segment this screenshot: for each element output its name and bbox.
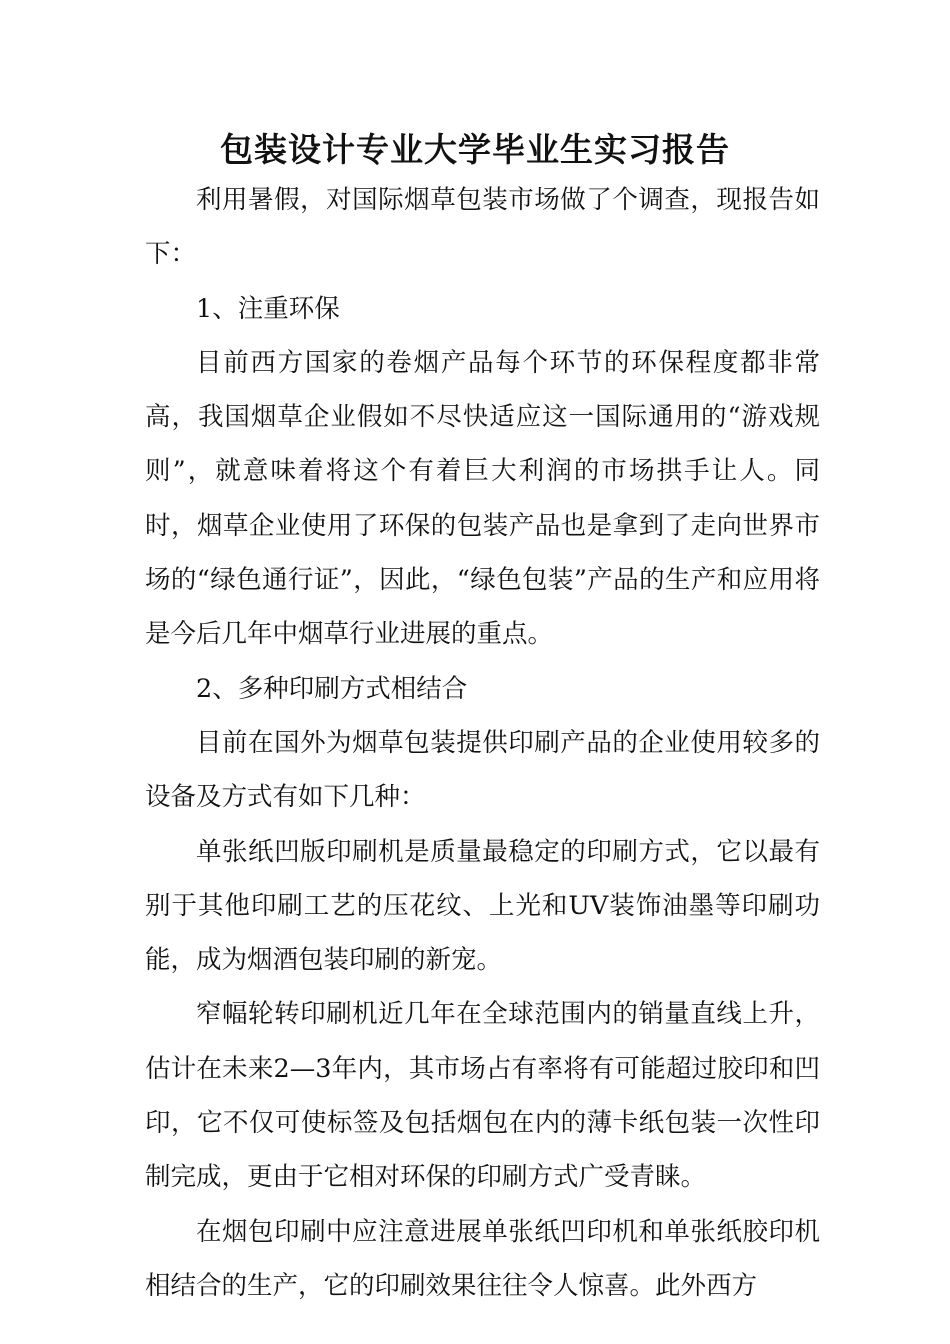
paragraph-printing-equipment: 目前在国外为烟草包装提供印刷产品的企业使用较多的设备及方式有如下几种：: [145, 727, 820, 813]
document-title: 包装设计专业大学毕业生实习报告: [220, 130, 730, 169]
heading-environmental-protection: 1、注重环保: [196, 293, 340, 324]
heading-printing-methods: 2、多种印刷方式相结合: [196, 673, 468, 704]
paragraph-gravure-printing: 单张纸凹版印刷机是质量最稳定的印刷方式，它以最有别于其他印刷工艺的压花纹、上光和UV装饰油墨等印刷功能，成为烟酒包装印刷的新宠。: [145, 836, 820, 976]
paragraph-environmental-protection: 目前西方国家的卷烟产品每个环节的环保程度都非常高，我国烟草企业假如不尽快适应这一国际通用的“游戏规则”，就意味着将这个有着巨大利润的市场拱手让人。同时，烟草企业使用了环保的包装产品也是拿到了走向世界市场的“绿色通行证”，因此，“绿色包装”产品的生产和应用将是今后几年中烟草行业进展的重点。: [145, 347, 820, 650]
paragraph-combined-printing: 在烟包印刷中应注意进展单张纸凹印机和单张纸胶印机相结合的生产，它的印刷效果往往令人惊喜。此外西方: [145, 1216, 820, 1301]
document-body: [145, 173, 820, 1313]
paragraph-intro: 利用暑假，对国际烟草包装市场做了个调查，现报告如下：: [145, 185, 820, 270]
paragraph-narrow-web-printing: 窄幅轮转印刷机近几年在全球范围内的销量直线上升，估计在未来2—3年内，其市场占有率将有可能超过胶印和凹印，它不仅可使标签及包括烟包在内的薄卡纸包装一次性印制完成，更由于它相对环保的印刷方式广受青睐。: [145, 999, 820, 1193]
